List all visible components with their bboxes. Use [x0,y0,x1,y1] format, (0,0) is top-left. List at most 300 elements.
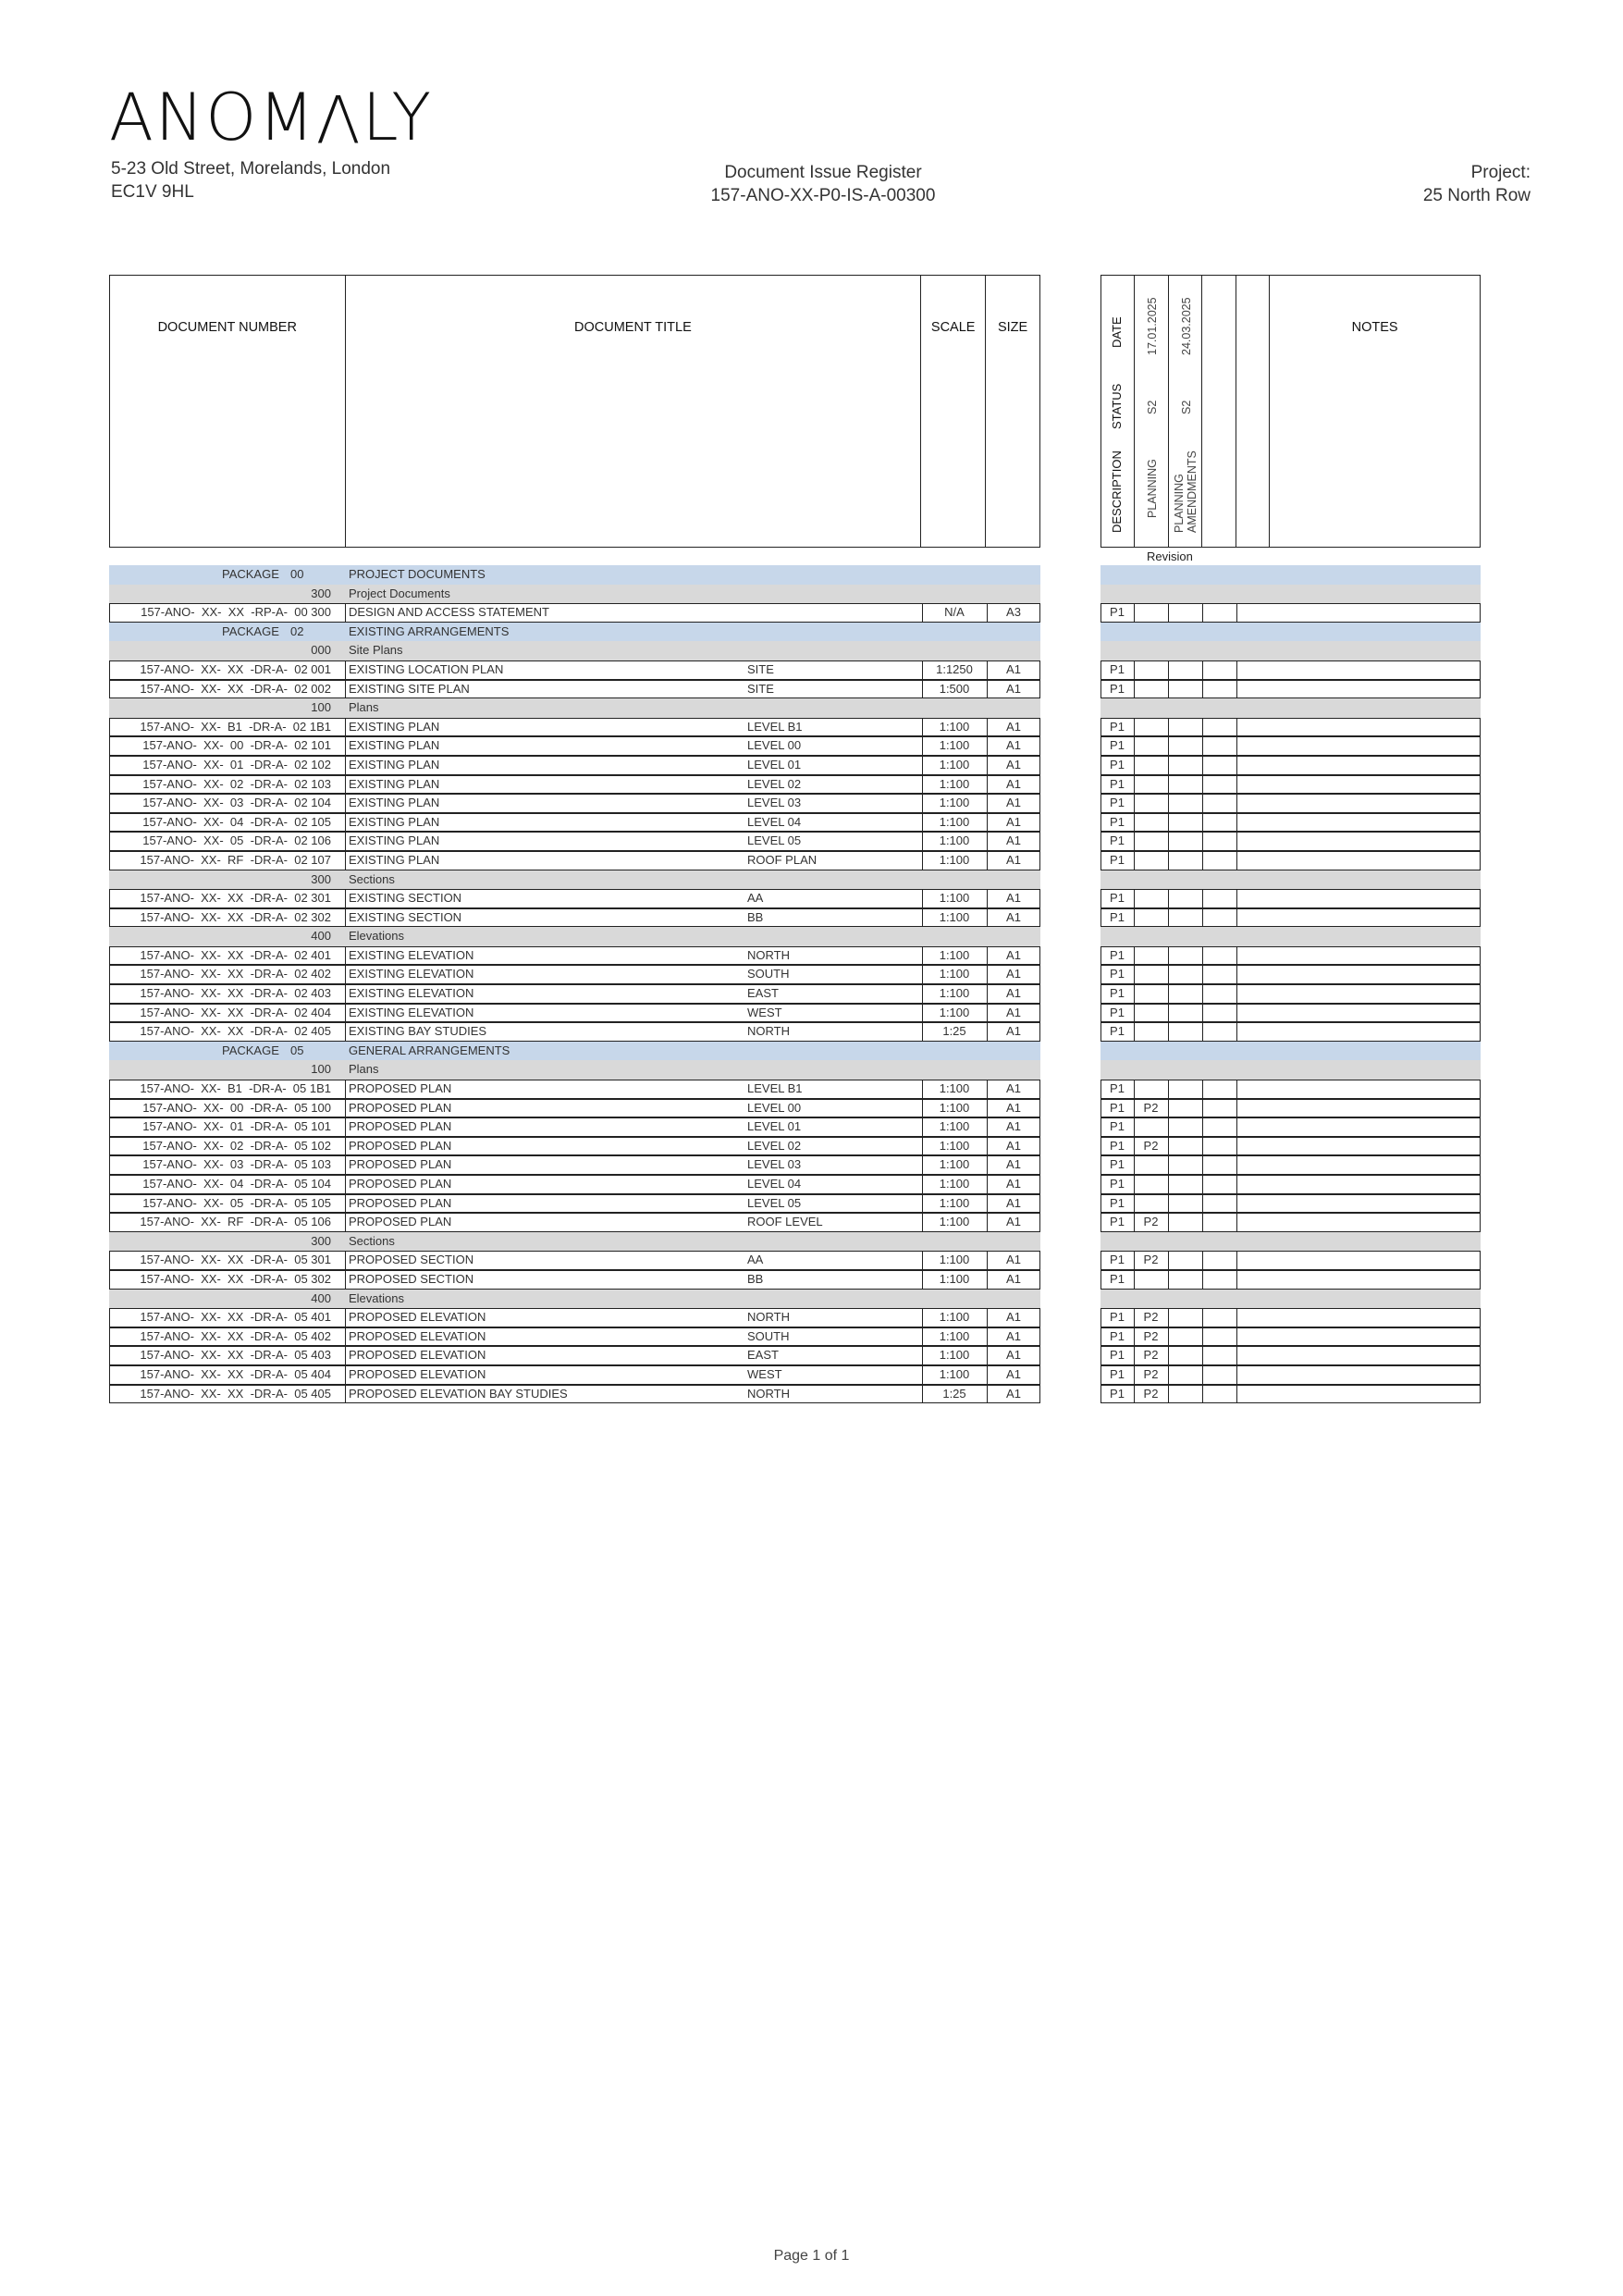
col-divider [1202,1117,1203,1137]
col-divider [1236,1365,1237,1385]
document-number: 157-ANO- XX- 05 -DR-A- 05 105 [142,1195,331,1210]
document-scale: 1:100 [939,833,970,848]
document-number: 157-ANO- XX- 03 -DR-A- 02 104 [142,796,331,810]
col-divider [1168,660,1169,680]
col-divider [1236,1099,1237,1118]
revision-2-code [1134,660,1168,680]
col-divider [1236,1270,1237,1290]
company-logo: ANOMVLY [109,80,434,155]
col-divider [1202,908,1203,928]
col-divider [345,756,346,775]
row-band-revisions [1100,641,1481,660]
col-divider [1236,1346,1237,1365]
col-divider [1202,1155,1203,1175]
revision-2-code: P2 [1143,1215,1159,1229]
document-size: A1 [1006,967,1021,981]
package-label: PACKAGE [222,567,279,581]
col-divider [1202,1004,1203,1023]
document-number: 157-ANO- XX- 04 -DR-A- 02 105 [142,814,331,829]
header-notes-label: NOTES [1351,320,1398,335]
revision-2-code [1134,603,1168,623]
revision-1-date: 17.01.2025 [1145,297,1159,355]
table-row [0,984,1623,1004]
col-divider [1236,889,1237,908]
col-divider [1236,1251,1237,1270]
package-code: 00 [290,567,304,581]
col-divider [1236,660,1237,680]
document-scale: N/A [944,605,965,620]
document-scale: 1:100 [939,1271,970,1286]
document-scale: 1:100 [939,1328,970,1343]
col-divider [1202,1251,1203,1270]
document-number: 157-ANO- XX- XX -DR-A- 05 404 [140,1366,331,1381]
table-row [0,1346,1623,1365]
document-scale: 1:100 [939,1195,970,1210]
document-scale: 1:500 [939,681,970,696]
revision-1-code: P1 [1110,796,1125,810]
revision-2-description: PLANNING AMENDMENTS [1172,451,1199,533]
document-scale: 1:100 [939,1005,970,1019]
header-scale: SCALE [921,276,986,547]
col-divider [1202,965,1203,984]
company-address [111,157,390,204]
revision-2-code [1134,1270,1168,1290]
document-number: 157-ANO- XX- XX -DR-A- 05 301 [140,1253,331,1267]
col-divider [1236,1022,1237,1042]
table-row [0,1155,1623,1175]
col-divider [1168,1213,1169,1232]
document-size: A1 [1006,719,1021,734]
revision-2-code [1134,775,1168,795]
revision-1-code: P1 [1110,1386,1125,1401]
section-code: 300 [311,586,331,600]
document-size: A1 [1006,1386,1021,1401]
col-divider [345,660,346,680]
document-size: A1 [1006,833,1021,848]
revision-1-code: P1 [1110,1024,1125,1039]
col-divider [345,1117,346,1137]
table-row [0,1308,1623,1327]
document-subtitle: LEVEL 00 [747,738,802,753]
document-scale: 1:100 [939,1366,970,1381]
group-title: PROJECT DOCUMENTS [349,567,486,581]
table-row [0,736,1623,756]
document-subtitle: SOUTH [747,967,790,981]
revision-1-code: P1 [1110,986,1125,1001]
register-heading [647,161,999,207]
document-title: PROPOSED ELEVATION [349,1366,486,1381]
col-divider [1168,718,1169,737]
document-number: 157-ANO- XX- XX -DR-A- 02 002 [140,681,331,696]
col-divider [1202,1327,1203,1347]
table-row [0,1080,1623,1099]
document-subtitle: NORTH [747,947,790,962]
col-divider [1202,946,1203,966]
document-size: A1 [1006,1195,1021,1210]
group-title: Project Documents [349,586,450,600]
revision-1-code: P1 [1110,1100,1125,1115]
document-size: A1 [1006,1253,1021,1267]
col-divider [1168,1194,1169,1214]
document-size: A1 [1006,661,1021,676]
document-subtitle: LEVEL 05 [747,1195,802,1210]
col-divider [345,908,346,928]
revision-1-code: P1 [1110,833,1125,848]
col-divider [1236,984,1237,1004]
col-divider [1236,1194,1237,1214]
document-number: 157-ANO- XX- XX -DR-A- 05 405 [140,1386,331,1401]
section-code: 400 [311,1290,331,1305]
document-size: A1 [1006,1215,1021,1229]
revision-1-status: S2 [1145,400,1159,414]
table-row [0,889,1623,908]
document-size: A3 [1006,605,1021,620]
col-divider [1168,1251,1169,1270]
document-subtitle [747,603,914,623]
revision-1-code: P1 [1110,681,1125,696]
document-size: A1 [1006,1157,1021,1172]
revision-1-code: P1 [1110,1157,1125,1172]
document-scale: 1:100 [939,1157,970,1172]
revision-1-description: PLANNING [1145,459,1159,518]
document-subtitle: LEVEL 05 [747,833,802,848]
header-document-number: DOCUMENT NUMBER [110,276,346,547]
package-row [0,623,1623,642]
col-divider [1236,603,1237,623]
row-band-revisions [1100,1042,1481,1061]
col-divider [1168,1099,1169,1118]
document-size: A1 [1006,1310,1021,1325]
document-subtitle: LEVEL 03 [747,1157,802,1172]
revision-1-code: P1 [1110,776,1125,791]
document-number: 157-ANO- XX- 01 -DR-A- 05 101 [142,1119,331,1134]
group-title: Plans [349,700,379,715]
table-row [0,1251,1623,1270]
section-row [0,698,1623,718]
section-row [0,641,1623,660]
register-number: 157-ANO-XX-P0-IS-A-00300 [710,186,936,205]
table-row [0,908,1623,928]
col-divider [345,1213,346,1232]
group-title: GENERAL ARRANGEMENTS [349,1043,510,1057]
document-scale: 1:100 [939,1348,970,1363]
col-divider [1202,1308,1203,1327]
col-divider [1236,908,1237,928]
table-row [0,1385,1623,1404]
group-title: Site Plans [349,643,403,658]
document-subtitle: LEVEL 01 [747,757,802,772]
document-number: 157-ANO- XX- 00 -DR-A- 02 101 [142,738,331,753]
address-line-1: 5-23 Old Street, Morelands, London [111,159,391,179]
col-divider [1168,1385,1169,1404]
table-row [0,1099,1623,1118]
col-divider [345,889,346,908]
col-divider [345,775,346,795]
col-divider [1202,603,1203,623]
document-number: 157-ANO- XX- XX -DR-A- 02 301 [140,891,331,906]
col-divider [1168,965,1169,984]
col-divider [345,680,346,699]
col-divider [345,1251,346,1270]
document-scale: 1:100 [939,738,970,753]
col-divider [1168,1175,1169,1194]
revision-1-code: P1 [1110,661,1125,676]
col-divider [1202,1385,1203,1404]
document-title: PROPOSED SECTION [349,1271,474,1286]
revision-2-status: S2 [1179,400,1193,414]
document-number: 157-ANO- XX- 03 -DR-A- 05 103 [142,1157,331,1172]
col-divider [1168,1346,1169,1365]
group-title: Plans [349,1062,379,1077]
document-size: A1 [1006,757,1021,772]
table-row [0,718,1623,737]
project-label: Project: [1470,163,1531,182]
revision-2-code: P2 [1143,1328,1159,1343]
table-row [0,1270,1623,1290]
table-row [0,660,1623,680]
document-title: PROPOSED ELEVATION [349,1348,486,1363]
document-subtitle: WEST [747,1366,782,1381]
col-divider [1236,813,1237,833]
document-number: 157-ANO- XX- XX -DR-A- 05 302 [140,1271,331,1286]
revision-label: Revision [1147,549,1193,563]
col-divider [1168,680,1169,699]
col-divider [1168,1308,1169,1327]
document-title: PROPOSED PLAN [349,1138,452,1153]
document-title: EXISTING BAY STUDIES [349,1024,487,1039]
header-date: DATE [1110,316,1124,348]
document-title: PROPOSED PLAN [349,1157,452,1172]
document-scale: 1:100 [939,719,970,734]
register-table-body [0,565,1623,1403]
col-divider [345,1022,346,1042]
row-band-revisions [1100,623,1481,642]
col-divider [345,1346,346,1365]
document-scale: 1:100 [939,986,970,1001]
revision-1-code: P1 [1110,967,1125,981]
table-header-revisions [1100,275,1481,548]
group-title: Elevations [349,1290,404,1305]
document-scale: 1:100 [939,796,970,810]
col-divider [345,1080,346,1099]
table-row [0,680,1623,699]
document-scale: 1:100 [939,967,970,981]
address-line-2: EC1V 9HL [111,182,194,202]
document-number: 157-ANO- XX- 04 -DR-A- 05 104 [142,1177,331,1191]
document-number: 157-ANO- XX- RF -DR-A- 05 106 [140,1215,331,1229]
revision-1-code: P1 [1110,1081,1125,1096]
document-scale: 1:100 [939,757,970,772]
col-divider [1168,832,1169,851]
col-divider [1236,1117,1237,1137]
table-row [0,756,1623,775]
group-title: Sections [349,871,395,886]
document-subtitle: AA [747,1253,764,1267]
document-size: A1 [1006,1081,1021,1096]
document-scale: 1:100 [939,1100,970,1115]
col-divider [1202,736,1203,756]
document-number: 157-ANO- XX- XX -DR-A- 02 402 [140,967,331,981]
col-divider [1236,775,1237,795]
col-divider [345,1308,346,1327]
col-divider [1168,851,1169,870]
document-subtitle: LEVEL 04 [747,814,802,829]
revision-1-code: P1 [1110,1138,1125,1153]
group-title: EXISTING ARRANGEMENTS [349,623,510,638]
col-divider [1202,984,1203,1004]
revision-2-code: P2 [1143,1310,1159,1325]
document-title: EXISTING PLAN [349,719,440,734]
package-code: 05 [290,1043,304,1057]
document-title: PROPOSED ELEVATION [349,1328,486,1343]
revision-2-code [1134,1004,1168,1023]
register-title: Document Issue Register [724,163,922,182]
project-name: 25 North Row [1422,186,1531,205]
document-subtitle: LEVEL B1 [747,719,803,734]
document-subtitle: NORTH [747,1310,790,1325]
document-title: EXISTING PLAN [349,776,440,791]
col-divider [1236,1137,1237,1156]
col-divider [1168,775,1169,795]
revision-1-code: P1 [1110,891,1125,906]
document-number: 157-ANO- XX- 02 -DR-A- 02 103 [142,776,331,791]
document-subtitle: BB [747,1271,764,1286]
document-title: EXISTING PLAN [349,814,440,829]
col-divider [1236,718,1237,737]
revision-1-code: P1 [1110,947,1125,962]
col-divider [1168,1022,1169,1042]
table-row [0,1327,1623,1347]
document-title: PROPOSED PLAN [349,1081,452,1096]
revision-1-code: P1 [1110,852,1125,867]
revision-2-code [1134,965,1168,984]
document-title: EXISTING PLAN [349,757,440,772]
revision-2-code [1134,1194,1168,1214]
revision-2-code [1134,1022,1168,1042]
document-number: 157-ANO- XX- XX -DR-A- 02 403 [140,986,331,1001]
table-row [0,946,1623,966]
col-divider [1202,1080,1203,1099]
col-divider [1236,1385,1237,1404]
table-row [0,775,1623,795]
col-divider [1202,889,1203,908]
col-divider [1236,1213,1237,1232]
document-size: A1 [1006,796,1021,810]
col-divider [1168,794,1169,813]
package-label: PACKAGE [222,1043,279,1057]
revision-1-code: P1 [1110,1310,1125,1325]
revision-2-code [1134,736,1168,756]
document-subtitle: LEVEL 03 [747,796,802,810]
document-subtitle: LEVEL 02 [747,1138,802,1153]
package-row [0,565,1623,585]
revision-2-code: P2 [1143,1138,1159,1153]
header-size: SIZE [997,320,1028,335]
revision-2-code: P2 [1143,1100,1159,1115]
col-divider [1202,718,1203,737]
revision-1-code: P1 [1110,1215,1125,1229]
document-title: EXISTING ELEVATION [349,967,474,981]
revision-2-code: P2 [1143,1386,1159,1401]
row-band-revisions [1100,927,1481,946]
document-number: 157-ANO- XX- XX -DR-A- 02 001 [140,661,331,676]
project-heading [1423,161,1531,207]
table-row [0,1022,1623,1042]
revision-1-code: P1 [1110,1366,1125,1381]
revision-1-code: P1 [1110,738,1125,753]
document-scale: 1:100 [939,947,970,962]
col-divider [345,1099,346,1118]
row-band-revisions [1100,1060,1481,1080]
revision-2-code [1134,1175,1168,1194]
group-title: Elevations [349,929,404,944]
col-divider [1202,794,1203,813]
col-divider [345,1175,346,1194]
revision-1-code: P1 [1110,1348,1125,1363]
section-row [0,585,1623,604]
table-row [0,1194,1623,1214]
document-subtitle: AA [747,891,764,906]
col-divider [1236,794,1237,813]
col-divider [1202,832,1203,851]
col-divider [1168,756,1169,775]
col-divider [1236,1308,1237,1327]
header-status: STATUS [1110,383,1124,429]
revision-1-code: P1 [1110,605,1125,620]
section-row [0,1232,1623,1252]
document-title: PROPOSED ELEVATION [349,1310,486,1325]
col-divider [345,1270,346,1290]
row-band-revisions [1100,1232,1481,1252]
document-number: 157-ANO- XX- XX -DR-A- 05 403 [140,1348,331,1363]
col-divider [1202,1099,1203,1118]
header-notes [1270,276,1480,547]
document-size: A1 [1006,947,1021,962]
col-divider [345,984,346,1004]
document-title: EXISTING SITE PLAN [349,681,470,696]
document-size: A1 [1006,1328,1021,1343]
document-size: A1 [1006,891,1021,906]
col-divider [1202,1213,1203,1232]
document-scale: 1:100 [939,1177,970,1191]
revision-1-code: P1 [1110,1328,1125,1343]
col-divider [1168,1155,1169,1175]
document-number: 157-ANO- XX- 02 -DR-A- 05 102 [142,1138,331,1153]
col-divider [1202,1175,1203,1194]
document-title: EXISTING ELEVATION [349,1005,474,1019]
document-subtitle: LEVEL 04 [747,1177,802,1191]
col-divider [1202,1365,1203,1385]
document-number: 157-ANO- XX- XX -DR-A- 02 404 [140,1005,331,1019]
revision-2-code [1134,946,1168,966]
col-divider [1202,660,1203,680]
package-code: 02 [290,623,304,638]
table-header-main [109,275,1040,548]
row-band-revisions [1100,698,1481,718]
document-title: PROPOSED SECTION [349,1253,474,1267]
col-divider [1202,1137,1203,1156]
document-title: PROPOSED PLAN [349,1195,452,1210]
revision-1-code: P1 [1110,814,1125,829]
col-divider [1202,1270,1203,1290]
document-subtitle: EAST [747,986,779,1001]
table-row [0,1004,1623,1023]
col-divider [1202,1022,1203,1042]
col-divider [1168,1270,1169,1290]
col-divider [1168,984,1169,1004]
document-subtitle: BB [747,909,764,924]
revision-2-code [1134,908,1168,928]
